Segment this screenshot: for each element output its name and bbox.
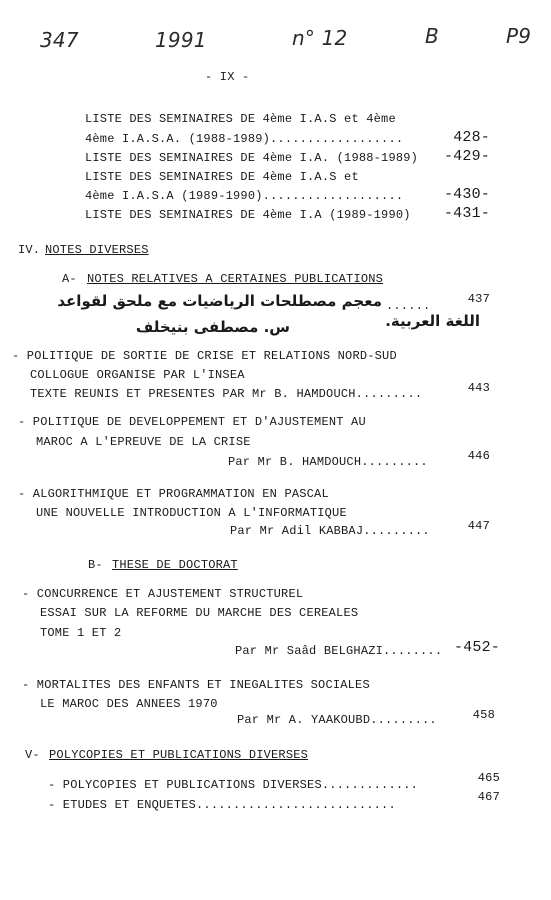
- entry-page: 447: [467, 519, 490, 533]
- entry-line: LE MAROC DES ANNEES 1970: [40, 697, 218, 711]
- subsection-a-title: NOTES RELATIVES A CERTAINES PUBLICATIONS: [87, 272, 384, 286]
- entry-line: COLLOGUE ORGANISE PAR L'INSEA: [30, 368, 245, 382]
- entry-line: - POLITIQUE DE DEVELOPPEMENT ET D'AJUSTEMENT AU: [18, 415, 366, 429]
- arabic-entry-dots: ......: [386, 299, 431, 313]
- entry-line: Par Mr B. HAMDOUCH.........: [228, 455, 428, 469]
- entry-page: 443: [467, 381, 490, 395]
- handwritten-year: 1991: [155, 28, 207, 52]
- entry-line: - ALGORITHMIQUE ET PROGRAMMATION EN PASCAL: [18, 487, 329, 501]
- handwritten-ref: P9: [506, 24, 532, 48]
- entry-line: UNE NOUVELLE INTRODUCTION A L'INFORMATIQUE: [36, 506, 347, 520]
- entry-line: TOME 1 ET 2: [40, 626, 122, 640]
- seminar-line: 4ème I.A.S.A (1989-1990)...................: [85, 189, 404, 203]
- entry-page: 465: [477, 771, 500, 785]
- arabic-entry-page: 437: [467, 292, 490, 306]
- subsection-a-prefix: A-: [62, 272, 77, 286]
- seminar-line: LISTE DES SEMINAIRES DE 4ème I.A. (1988-1989): [85, 151, 419, 165]
- entry-page: 467: [477, 790, 500, 804]
- seminar-line: 4ème I.A.S.A. (1988-1989)..................: [85, 132, 404, 146]
- seminar-line: LISTE DES SEMINAIRES DE 4ème I.A.S et: [85, 170, 359, 184]
- entry-page: -452-: [453, 639, 500, 656]
- subsection-b-prefix: B-: [88, 558, 103, 572]
- entry-line: - POLITIQUE DE SORTIE DE CRISE ET RELATIONS NORD-SUD: [12, 349, 397, 363]
- handwritten-number-347: 347: [40, 28, 79, 52]
- entry-page: 458: [472, 708, 495, 722]
- entry-line: TEXTE REUNIS ET PRESENTES PAR Mr B. HAMDOUCH.........: [30, 387, 423, 401]
- section-iv-number: IV.: [18, 243, 41, 257]
- subsection-b-title: THESE DE DOCTORAT: [112, 558, 238, 572]
- arabic-entry-author: س. مصطفى بنيخلف: [135, 318, 290, 336]
- entry-line: MAROC A L'EPREUVE DE LA CRISE: [36, 435, 251, 449]
- seminar-line: LISTE DES SEMINAIRES DE 4ème I.A (1989-1990): [85, 208, 411, 222]
- entry-line: - CONCURRENCE ET AJUSTEMENT STRUCTUREL: [22, 587, 304, 601]
- entry-line: - ETUDES ET ENQUETES...........................: [48, 798, 396, 812]
- entry-page: 446: [467, 449, 490, 463]
- seminar-page: -431-: [443, 205, 490, 222]
- seminar-page: -429-: [443, 148, 490, 165]
- handwritten-issue: n° 12: [292, 26, 348, 50]
- seminar-page: 428-: [453, 129, 490, 146]
- entry-line: ESSAI SUR LA REFORME DU MARCHE DES CEREALES: [40, 606, 359, 620]
- entry-line: Par Mr Adil KABBAJ.........: [230, 524, 430, 538]
- entry-line: - POLYCOPIES ET PUBLICATIONS DIVERSES.............: [48, 778, 419, 792]
- section-iv-title: NOTES DIVERSES: [45, 243, 149, 257]
- entry-line: - MORTALITES DES ENFANTS ET INEGALITES SOCIALES: [22, 678, 370, 692]
- seminar-line: LISTE DES SEMINAIRES DE 4ème I.A.S et 4ème: [85, 112, 396, 126]
- page-number: - IX -: [205, 70, 250, 84]
- entry-line: Par Mr Saâd BELGHAZI........: [235, 644, 443, 658]
- handwritten-letter: B: [425, 24, 439, 48]
- section-v-title: POLYCOPIES ET PUBLICATIONS DIVERSES: [49, 748, 309, 762]
- arabic-entry-title-cont: اللغة العربية.: [385, 312, 480, 330]
- arabic-entry-title: معجم مصطلحات الرياضيات مع ملحق لقواعد: [57, 292, 382, 310]
- section-v-prefix: V-: [25, 748, 40, 762]
- seminar-page: -430-: [443, 186, 490, 203]
- entry-line: Par Mr A. YAAKOUBD.........: [237, 713, 437, 727]
